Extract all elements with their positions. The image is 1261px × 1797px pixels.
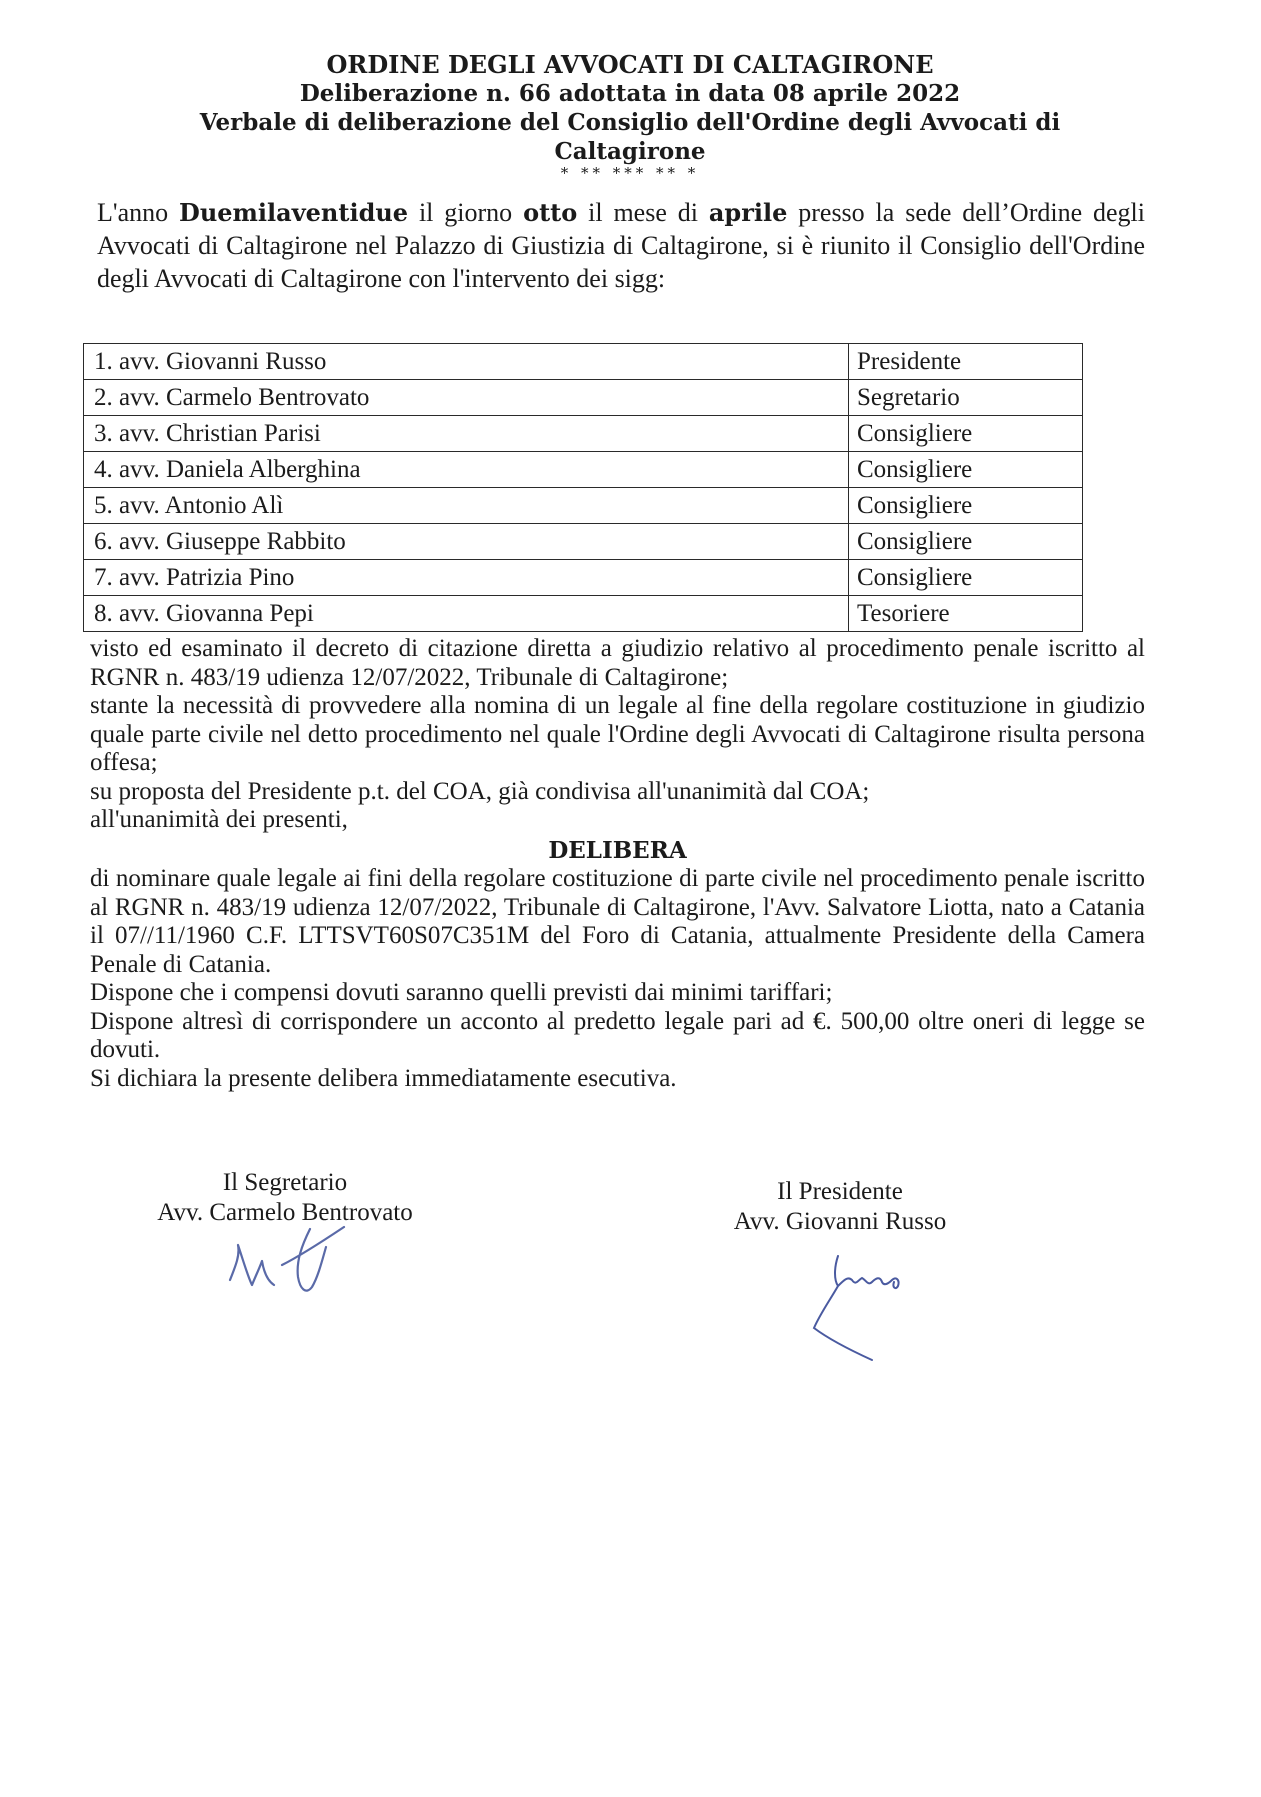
member-role: Presidente bbox=[849, 344, 1083, 380]
secretary-signature-block bbox=[115, 1168, 455, 1228]
president-handwritten-signature bbox=[800, 1250, 970, 1380]
member-role: Consigliere bbox=[849, 416, 1083, 452]
secretary-title: Il Segretario bbox=[222, 1169, 348, 1196]
member-name: 7. avv. Patrizia Pino bbox=[84, 560, 849, 596]
body-paragraph: Dispone altresì di corrispondere un acconto al predetto legale pari ad €. 500,00 oltre oneri di legge se dovuti. bbox=[90, 1007, 1145, 1063]
member-name: 8. avv. Giovanna Pepi bbox=[84, 596, 849, 632]
member-role: Tesoriere bbox=[849, 596, 1083, 632]
intro-year: Duemilaventidue bbox=[179, 198, 409, 227]
body-paragraph: di nominare quale legale ai fini della regolare costituzione di parte civile nel procedimento penale iscritto al RGNR n. 483/19 udienza 12/07/2022, Tribunale di Caltagirone, l'Avv. Salvatore Liotta, nato a Catania il 07//11/1960 C.F. LTTSVT60S07C351M del Foro di Catania, attualmente Presidente della Camera Penale di Catania. bbox=[90, 865, 1145, 978]
members-table bbox=[83, 343, 1083, 632]
secretary-handwritten-signature bbox=[222, 1225, 362, 1305]
body-paragraph: Si dichiara la presente delibera immediatamente esecutiva. bbox=[90, 1064, 677, 1092]
member-name: 2. avv. Carmelo Bentrovato bbox=[84, 380, 849, 416]
document-title: ORDINE DEGLI AVVOCATI DI CALTAGIRONE bbox=[326, 50, 934, 79]
member-name: 3. avv. Christian Parisi bbox=[84, 416, 849, 452]
member-name: 4. avv. Daniela Alberghina bbox=[84, 452, 849, 488]
body-paragraph: stante la necessità di provvedere alla nomina di un legale al fine della regolare costituzione in giudizio quale parte civile nel detto procedimento nel quale l'Ordine degli Avvocati di Caltagirone risulta persona offesa; bbox=[90, 692, 1145, 776]
member-role: Consigliere bbox=[849, 560, 1083, 596]
deliberation-line: Deliberazione n. 66 adottata in data 08 aprile 2022 bbox=[299, 80, 961, 107]
intro-text: presso la sede dell’Ordine degli Avvocati di Caltagirone nel Palazzo di Giustizia di Caltagirone, si è riunito il Consiglio dell'Ordine degli Avvocati di Caltagirone con l'intervento dei sigg: bbox=[97, 198, 1145, 293]
document-subtitle: Verbale di deliberazione del Consiglio dell'Ordine degli Avvocati di Caltagirone bbox=[199, 109, 1061, 165]
table-row bbox=[84, 524, 1083, 560]
president-title: Il Presidente bbox=[777, 1178, 903, 1205]
member-role: Consigliere bbox=[849, 524, 1083, 560]
member-role: Consigliere bbox=[849, 488, 1083, 524]
president-signature-block bbox=[690, 1177, 990, 1237]
intro-text: il mese di bbox=[577, 198, 709, 227]
intro-text: il giorno bbox=[408, 198, 524, 227]
secretary-name: Avv. Carmelo Bentrovato bbox=[157, 1199, 413, 1226]
intro-paragraph bbox=[97, 196, 1145, 295]
deliberation-body bbox=[90, 635, 1145, 1093]
member-role: Consigliere bbox=[849, 452, 1083, 488]
document-header bbox=[150, 50, 1110, 180]
president-name: Avv. Giovanni Russo bbox=[733, 1208, 947, 1235]
table-row bbox=[84, 560, 1083, 596]
member-name: 5. avv. Antonio Alì bbox=[84, 488, 849, 524]
body-paragraph: su proposta del Presidente p.t. del COA, già condivisa all'unanimità dal COA; bbox=[90, 777, 870, 805]
intro-month: aprile bbox=[708, 198, 788, 227]
separator-stars: * ** *** ** * bbox=[560, 164, 700, 182]
body-paragraph: Dispone che i compensi dovuti saranno quelli previsti dai minimi tariffari; bbox=[90, 979, 833, 1006]
member-name: 6. avv. Giuseppe Rabbito bbox=[84, 524, 849, 560]
body-paragraph: visto ed esaminato il decreto di citazione diretta a giudizio relativo al procedimento penale iscritto al RGNR n. 483/19 udienza 12/07/2022, Tribunale di Caltagirone; bbox=[90, 635, 1145, 691]
member-role: Segretario bbox=[849, 380, 1083, 416]
table-row bbox=[84, 416, 1083, 452]
table-row bbox=[84, 344, 1083, 380]
table-row bbox=[84, 380, 1083, 416]
table-row bbox=[84, 596, 1083, 632]
table-row bbox=[84, 452, 1083, 488]
table-row bbox=[84, 488, 1083, 524]
member-name: 1. avv. Giovanni Russo bbox=[84, 344, 849, 380]
body-paragraph: all'unanimità dei presenti, bbox=[90, 806, 348, 833]
delibera-heading: DELIBERA bbox=[548, 836, 687, 864]
intro-day: otto bbox=[523, 198, 578, 227]
intro-text: L'anno bbox=[97, 198, 179, 227]
